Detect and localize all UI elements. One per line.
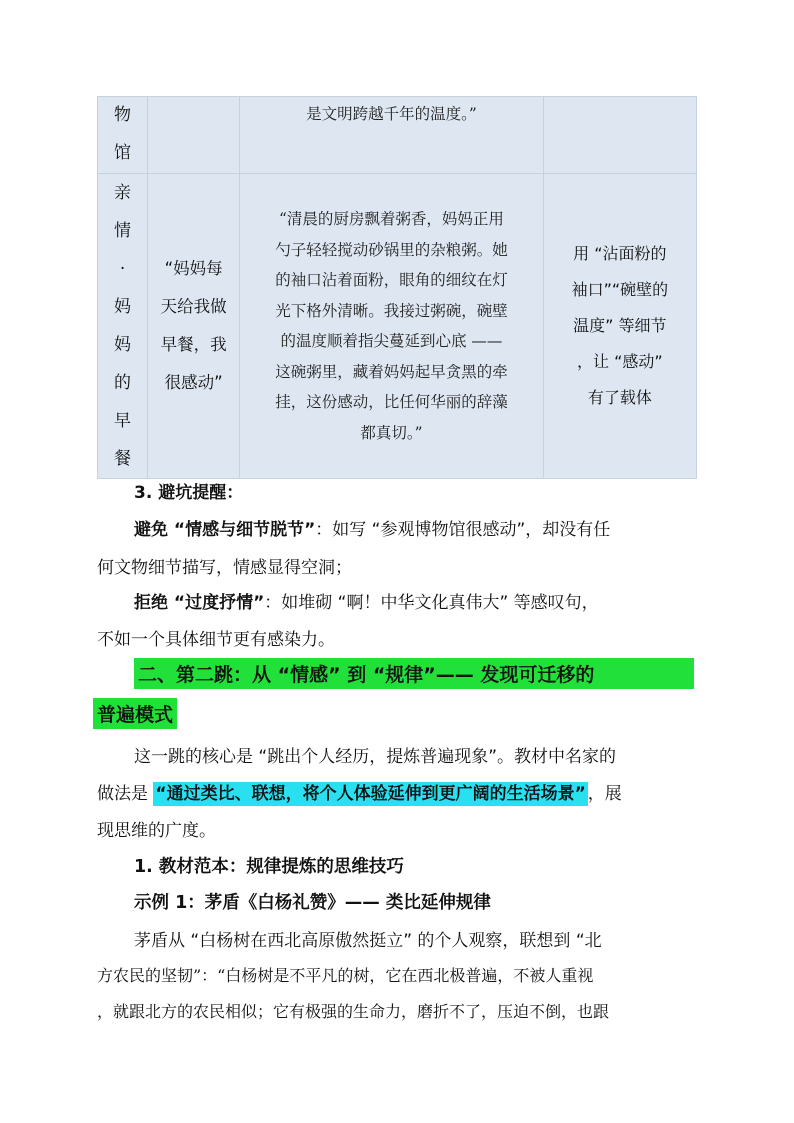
paragraph-core-line2: 做法是 “通过类比、联想，将个人体验延伸到更广阔的生活场景” ，展 bbox=[97, 784, 622, 804]
paragraph-maodun-line2: 方农民的坚韧”：“白杨树是不平凡的树，它在西北极普遍，不被人重视 bbox=[97, 966, 594, 985]
paragraph-core-line1: 这一跳的核心是 “跳出个人经历，提炼普遍现象”。教材中名家的 bbox=[134, 747, 617, 767]
technique-cell: 用 “沾面粉的 袖口”“碗壁的 温度” 等细节 ，让 “感动” 有了载体 bbox=[543, 174, 696, 479]
paragraph-pitfall-1-line2: 何文物细节描写，情感显得空洞； bbox=[97, 558, 352, 578]
highlighted-phrase: “通过类比、联想，将个人体验延伸到更广阔的生活场景” bbox=[155, 784, 586, 804]
example-1-title: 示例 1：茅盾《白杨礼赞》—— 类比延伸规律 bbox=[134, 893, 491, 913]
subheading-textbook-examples: 1. 教材范本：规律提炼的思维技巧 bbox=[134, 857, 404, 877]
table-row bbox=[98, 97, 697, 174]
paragraph-core-line3: 现思维的广度。 bbox=[97, 821, 216, 841]
plain-statement-cell bbox=[148, 97, 240, 174]
example-table bbox=[97, 96, 697, 479]
row-category-cell: 物 馆 bbox=[98, 97, 148, 174]
section-heading-pitfalls: 3. 避坑提醒： bbox=[134, 483, 244, 503]
detailed-description-cell: “清晨的厨房飘着粥香，妈妈正用 勺子轻轻搅动砂锅里的杂粮粥。她 的袖口沾着面粉，眼角的细纹在灯 光下格外清晰。我接过粥碗，碗壁 的温度顺着指尖蔓延到心底 —— 这碗粥里，藏着妈妈起早贪黑的牵 挂，这份感动，比任何华丽的辞藻 都真切。” bbox=[240, 174, 544, 479]
paragraph-maodun-line1: 茅盾从 “白杨树在西北高原傲然挺立” 的个人观察，联想到 “北 bbox=[134, 931, 602, 951]
paragraph-pitfall-2-line1: 拒绝 “过度抒情”：如堆砌 “啊！中华文化真伟大” 等感叹句， bbox=[134, 593, 599, 613]
section-heading-second-jump: 二、第二跳：从 “情感” 到 “规律”—— 发现可迁移的 bbox=[134, 658, 694, 689]
table-row bbox=[98, 174, 697, 479]
section-heading-second-jump-cont: 普遍模式 bbox=[93, 698, 177, 729]
paragraph-pitfall-1-line1: 避免 “情感与细节脱节”：如写 “参观博物馆很感动”，却没有任 bbox=[134, 520, 611, 540]
technique-cell bbox=[543, 97, 696, 174]
plain-statement-cell: “妈妈每 天给我做 早餐，我 很感动” bbox=[148, 174, 240, 479]
paragraph-maodun-line3: ，就跟北方的农民相似；它有极强的生命力，磨折不了，压迫不倒，也跟 bbox=[97, 1002, 610, 1021]
paragraph-pitfall-2-line2: 不如一个具体细节更有感染力。 bbox=[97, 630, 335, 650]
detailed-description-cell: 是文明跨越千年的温度。” bbox=[240, 97, 544, 174]
row-category-cell: 亲 情 · 妈 妈 的 早 餐 bbox=[98, 174, 148, 479]
